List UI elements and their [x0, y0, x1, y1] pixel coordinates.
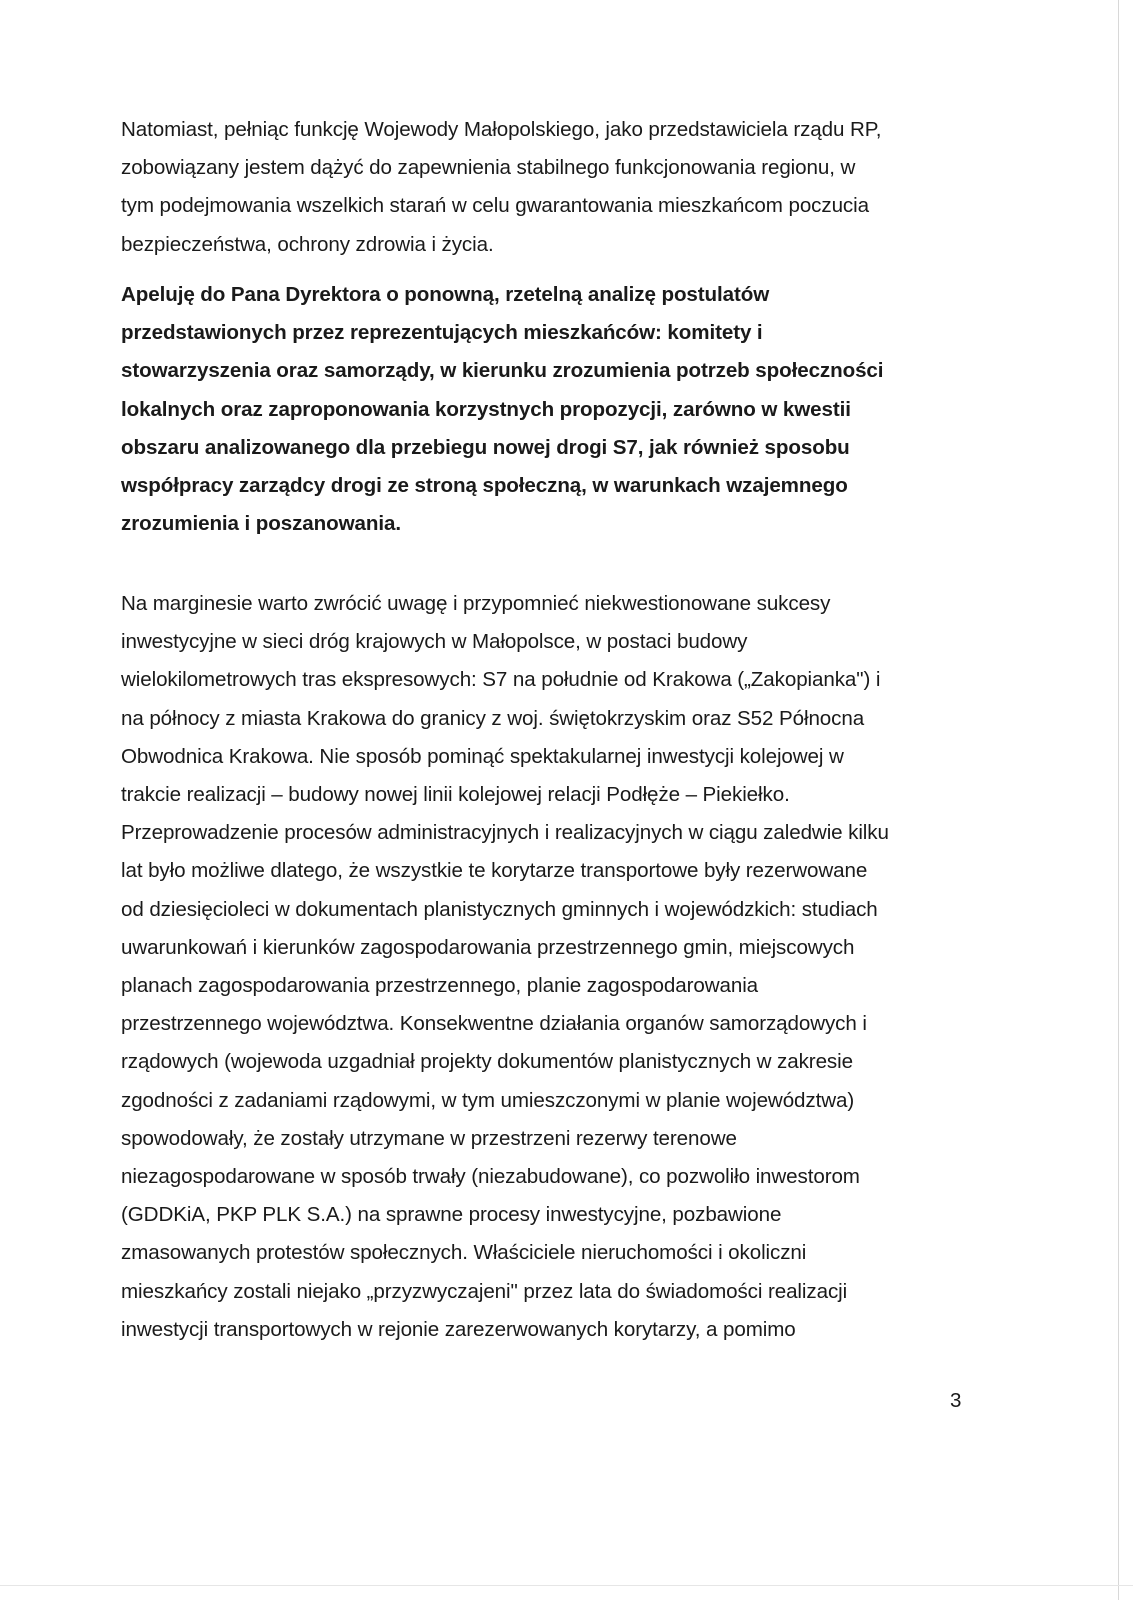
text-line: lat było możliwe dlatego, że wszystkie te korytarze transportowe były rezerwowane: [121, 859, 868, 883]
text-line: Obwodnica Krakowa. Nie sposób pominąć spektakularnej inwestycji kolejowej w: [121, 744, 844, 768]
text-line: Natomiast, pełniąc funkcję Wojewody Małopolskiego, jako przedstawiciela rządu RP,: [121, 118, 882, 141]
text-line: lokalnych oraz zaproponowania korzystnych propozycji, zarówno w kwestii: [121, 397, 851, 421]
text-line: inwestycji transportowych w rejonie zarezerwowanych korytarzy, a pomimo: [121, 1317, 796, 1341]
text-line: przestrzennego województwa. Konsekwentne działania organów samorządowych i: [121, 1012, 867, 1036]
text-line: zrozumienia i poszanowania.: [121, 512, 401, 536]
text-line: zmasowanych protestów społecznych. Właściciele nieruchomości i okoliczni: [121, 1241, 807, 1265]
text-line: uwarunkowań i kierunków zagospodarowania przestrzennego gmin, miejscowych: [121, 935, 855, 959]
text-line: Przeprowadzenie procesów administracyjnych i realizacyjnych w ciągu zaledwie kilku: [121, 821, 889, 845]
text-line: spowodowały, że zostały utrzymane w przestrzeni rezerwy terenowe: [121, 1126, 737, 1150]
paragraph-3: [121, 585, 961, 1349]
text-line: niezagospodarowane w sposób trwały (niezabudowane), co pozwoliło inwestorom: [121, 1165, 860, 1189]
text-line: rządowych (wojewoda uzgadniał projekty dokumentów planistycznych w zakresie: [121, 1050, 853, 1074]
text-line: obszaru analizowanego dla przebiegu nowej drogi S7, jak również sposobu: [121, 435, 850, 459]
text-line: (GDDKiA, PKP PLK S.A.) na sprawne procesy inwestycyjne, pozbawione: [121, 1203, 782, 1227]
text-line: wielokilometrowych tras ekspresowych: S7 na południe od Krakowa („Zakopianka") i: [121, 668, 881, 692]
text-line: mieszkańcy zostali niejako „przyzwyczajeni" przez lata do świadomości realizacji: [121, 1279, 848, 1303]
text-line: Apeluję do Pana Dyrektora o ponowną, rzetelną analizę postulatów: [121, 283, 770, 306]
text-line: na północy z miasta Krakowa do granicy z woj. świętokrzyskim oraz S52 Północna: [121, 706, 865, 730]
paragraph-1: [121, 111, 961, 264]
text-line: bezpieczeństwa, ochrony zdrowia i życia.: [121, 232, 494, 256]
text-line: Na marginesie warto zwrócić uwagę i przypomnieć niekwestionowane sukcesy: [121, 592, 831, 615]
text-line: planach zagospodarowania przestrzennego, planie zagospodarowania: [121, 974, 759, 998]
text-line: inwestycyjne w sieci dróg krajowych w Małopolsce, w postaci budowy: [121, 630, 748, 654]
text-line: stowarzyszenia oraz samorządy, w kierunku zrozumienia potrzeb społeczności: [121, 359, 884, 383]
text-line: trakcie realizacji – budowy nowej linii kolejowej relacji Podłęże – Piekiełko.: [121, 783, 790, 807]
paragraph-2-appeal: [121, 276, 961, 543]
text-line: współpracy zarządcy drogi ze stroną społeczną, w warunkach wzajemnego: [121, 474, 848, 498]
text-line: zobowiązany jestem dążyć do zapewnienia stabilnego funkcjonowania regionu, w: [121, 156, 856, 180]
text-line: tym podejmowania wszelkich starań w celu gwarantowania mieszkańcom poczucia: [121, 194, 869, 218]
page-number: 3: [950, 1389, 962, 1412]
page-edge-bottom: [0, 1585, 1133, 1586]
text-line: od dziesięcioleci w dokumentach planistycznych gminnych i wojewódzkich: studiach: [121, 897, 878, 921]
page-edge-right: [1118, 0, 1119, 1600]
text-line: zgodności z zadaniami rządowymi, w tym umieszczonymi w planie województwa): [121, 1088, 855, 1112]
text-line: przedstawionych przez reprezentujących mieszkańców: komitety i: [121, 321, 763, 345]
